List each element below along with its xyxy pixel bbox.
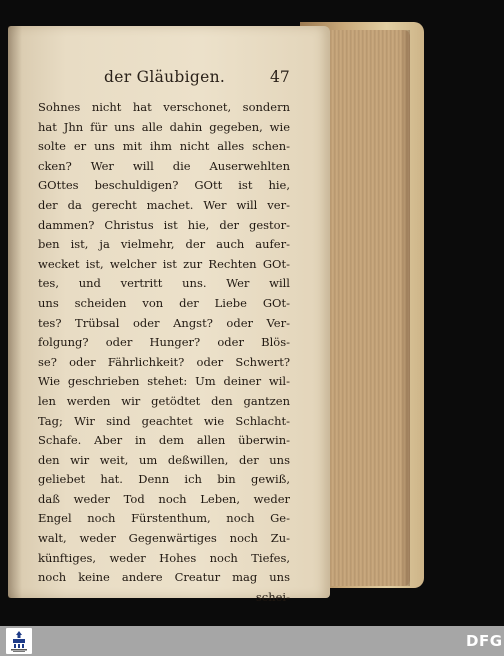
text-line: geliebet hat. Denn ich bin gewiß, [38,472,290,487]
text-line: Sohnes nicht hat verschonet, sondern [38,100,290,114]
text-line: hat Jhn für uns alle dahin gegeben, wie [38,119,290,134]
text-line: uns scheiden von der Liebe GOt- [38,295,290,310]
text-line: daß weder Tod noch Leben, weder [38,491,290,506]
dfg-logo[interactable]: DFG [466,632,503,650]
text-line: Schafe. Aber in dem allen überwin- [38,433,290,448]
text-line: dammen? Christus ist hie, der gestor- [38,217,290,232]
text-line: wecket ist, welcher ist zur Rechten GOt- [38,256,290,271]
text-line: Engel noch Fürstenthum, noch Ge- [38,511,290,526]
text-line: Wie geschrieben stehet: Um deiner wil- [38,374,290,389]
book-page [8,26,330,604]
text-line: len werden wir getödtet den gantzen [38,393,290,408]
text-line: tes? Trübsal oder Angst? oder Ver- [38,315,290,330]
text-line: noch keine andere Creatur mag uns [38,570,290,585]
text-line: cken? Wer will die Auserwehlten [38,158,290,173]
text-line: se? oder Fährlichkeit? oder Schwert? [38,354,290,369]
running-head: der Gläubigen. [104,68,226,86]
text-line: walt, weder Gegenwärtiges noch Zu- [38,531,290,546]
text-line: folgung? oder Hunger? oder Blös- [38,335,290,350]
text-line: Tag; Wir sind geachtet wie Schlacht- [38,413,290,428]
text-line: künftiges, weder Hohes noch Tiefes, [38,550,290,565]
text-line: GOttes beschuldigen? GOtt ist hie, [38,178,290,193]
library-crest-icon[interactable] [6,628,32,654]
catchword: schei- [255,589,290,604]
text-line: tes, und vertritt uns. Wer will [38,276,290,291]
body-text [38,98,290,607]
text-line: der da gerecht machet. Wer will ver- [38,197,290,212]
text-line: den wir weit, um deßwillen, der uns [38,452,290,467]
page-number: 47 [270,68,290,86]
viewer-footer [0,626,504,656]
page-edges [318,30,410,586]
text-line: ben ist, ja vielmehr, der auch aufer- [38,237,290,252]
text-line: solte er uns mit ihm nicht alles schen- [38,139,290,154]
